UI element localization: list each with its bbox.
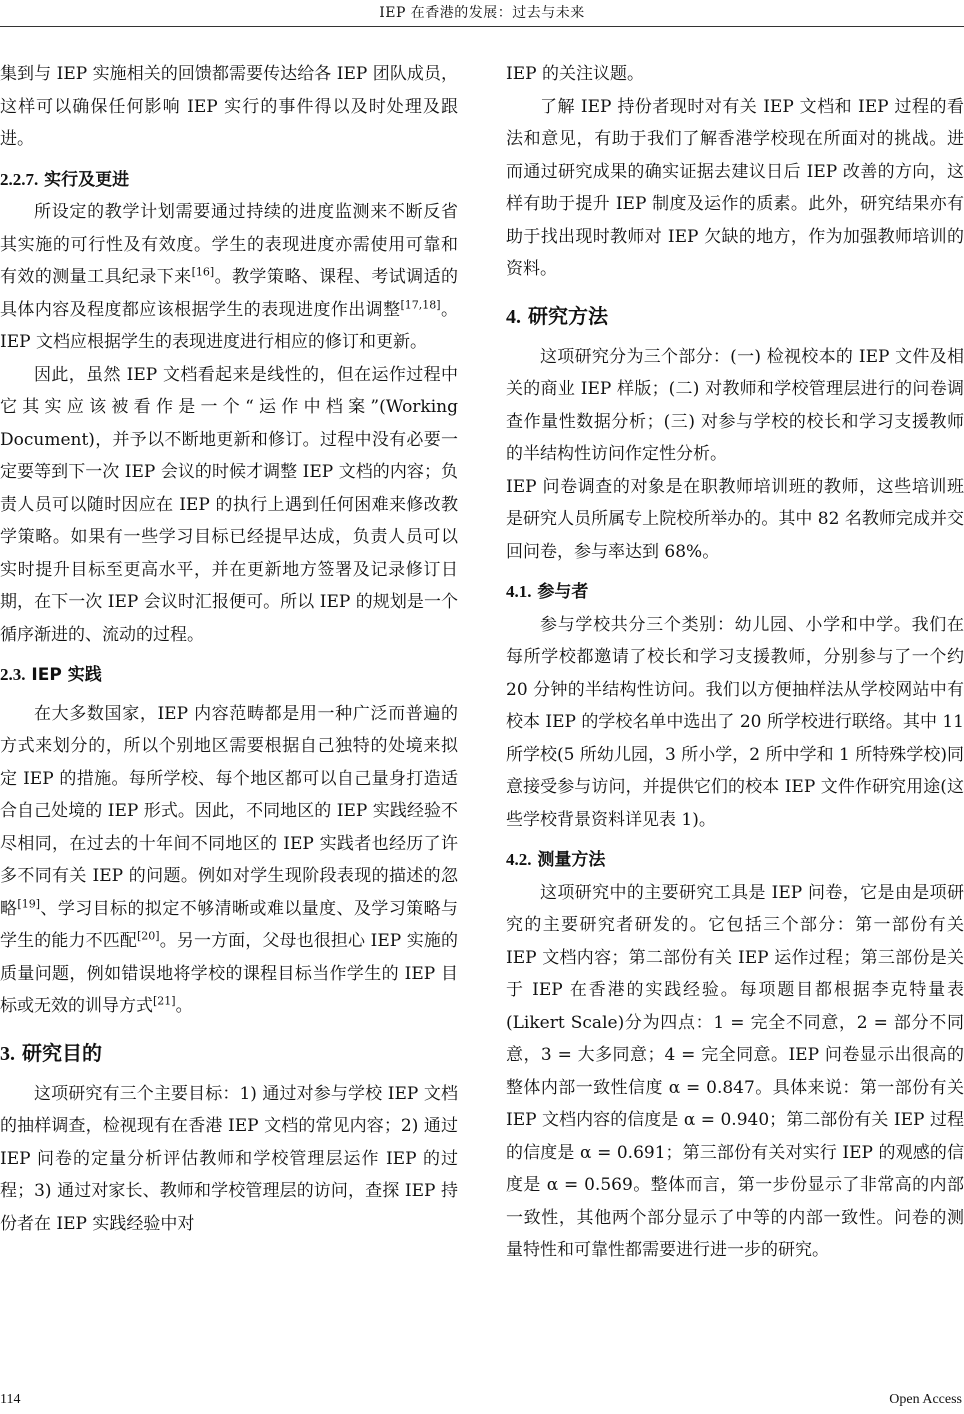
paragraph: 了解 IEP 持份者现时对有关 IEP 文档和 IEP 过程的看法和意见，有助于我们了解香港学校现在所面对的挑战。进而通过研究成果的确实证据去建议日后 IEP 改善的方向，这样有助于提升 IEP 制度及运作的质素。此外，研究结果亦有助于找出现时教师对 IEP 欠缺的地方，作为加强教师培训的资料。 [506,96,964,279]
section-heading-2-2-7 [0,164,458,197]
section-title: 研究目的 [21,1040,102,1065]
section-title: 参与者 [537,582,589,602]
header-rule [0,26,964,27]
section-number: 2.2.7. [0,169,39,189]
text-span: 在大多数国家，IEP 内容范畴都是用一种广泛而普遍的方式来划分的，所以个别地区需要根据自己独特的处境来拟定 IEP 的措施。每所学校、每个地区都可以自己量身打造适合自己处境的 IEP 形式。因此，不同地区的 IEP 实践经验不尽相同，在过去的十年间不同地区的 IEP 实践者也经历了许多不同有关 IEP 的问题。例如对学生现阶段表现的描述的忽略 [0,703,458,919]
paragraph: 参与学校共分三个类别：幼儿园、小学和中学。我们在每所学校都邀请了校长和学习支援教师，分别参与了一个约 20 分钟的半结构性访问。我们以方便抽样法从学校网站中有校本 IEP 的学校名单中选出了 20 所学校进行联络。其中 11 所学校(5 所幼儿园，3 所小学，2 所中学和 1 所特殊学校)同意接受参与访问，并提供它们的校本 IEP 文件作研究用途(这些学校背景资料详见表 1)。 [506,614,964,830]
text-span: 。IEP 文档应根据学生的表现进度进行相应的修订和更新。 [0,299,459,352]
section-heading-3 [0,1035,458,1072]
section-number: 4. [506,305,521,328]
text-span: 。教学策略、课程、考试调适的具体内容及程度都应该根据学生的表现进度作出调整 [0,267,459,320]
page-number: 114 [0,1392,21,1407]
citation-ref-17-18: [17,18] [400,297,441,311]
paragraph: 因此，虽然 IEP 文档看起来是线性的，但在运作过程中它其实应该被看作是一个“运作中档案”(Working Document)，并予以不断地更新和修订。过程中没有必要一定要等到下一次 IEP 会议的时候才调整 IEP 文档的内容；负责人员可以随时因应在 IEP 的执行上遇到任何困难来修改教学策略。如果有一些学习目标已经提早达成，负责人员可以实时提升目标至更高水平，并在更新地方签署及记录修订日期，在下一次 IEP 会议时汇报便可。所以 IEP 的规划是一个循序渐进的、流动的过程。 [0,364,458,645]
section-heading-4 [506,298,964,335]
section-title: 研究方法 [527,303,608,328]
section-title: IEP 实践 [31,665,102,685]
paragraph: 集到与 IEP 实施相关的回馈都需要传达给各 IEP 团队成员，这样可以确保任何影响 IEP 实行的事件得以及时处理及跟进。 [0,64,458,149]
paragraph: IEP 问卷调查的对象是在职教师培训班的教师，这些培训班是研究人员所属专上院校所举办的。其中 82 名教师完成并交回问卷，参与率达到 68%。 [506,476,964,562]
right-column [506,58,964,1267]
running-title: IEP 在香港的发展：过去与未来 [379,5,585,21]
section-heading-4-1 [506,576,964,609]
section-heading-2-3 [0,659,458,692]
paragraph [0,196,458,359]
text-span: 。另一方面，父母也很担心 IEP 实施的质量问题，例如错误地将学校的课程目标当作学生的 IEP 目标或无效的训导方式 [0,931,459,1016]
paragraph [0,698,458,1023]
paragraph: IEP 的关注议题。 [506,64,644,84]
citation-ref-16: [16] [191,265,215,279]
citation-ref-19: [19] [17,896,41,910]
paragraph: 这项研究中的主要研究工具是 IEP 问卷，它是由是项研究的主要研究者研发的。它包括三个部分：第一部份有关 IEP 文档内容；第二部份有关 IEP 运作过程；第三部份是关于 IEP 在香港的实践经验。每项题目都根据李克特量表(Likert Scale)分为四点：1 = 完全不同意，2 = 部分不同意，3 = 大多同意；4 = 完全同意。IEP 问卷显示出很高的整体内部一致性信度 α = 0.847。具体来说：第一部份有关 IEP 文档内容的信度是 α = 0.940；第二部份有关 IEP 过程的信度是 α = 0.691；第三部份有关对实行 IEP 的观感的信度是 α = 0.569。整体而言，第一步份显示了非常高的内部一致性，其他两个部分显示了中等的内部一致性。问卷的测量特性和可靠性都需要进行进一步的研究。 [506,882,964,1260]
paragraph: 这项研究分为三个部分：(一) 检视校本的 IEP 文件及相关的商业 IEP 样版；(二) 对教师和学校管理层进行的问卷调查作量性数据分析；(三) 对参与学校的校长和学习支援教师的半结构性访问作定性分析。 [506,346,964,464]
section-title: 测量方法 [537,850,606,870]
section-title: 实行及更进 [44,169,130,190]
text-span: 所设定的教学计划需要通过持续的进度监测来不断反省其实施的可行性及有效度。学生的表现进度亦需使用可靠和有效的测量工具纪录下来 [0,202,458,287]
section-heading-4-2 [506,844,964,877]
section-number: 2.3. [0,665,26,684]
section-number: 3. [0,1042,15,1065]
section-number: 4.2. [506,850,532,869]
paragraph: 这项研究有三个主要目标：1) 通过对参与学校 IEP 文档的抽样调查，检视现有在香港 IEP 文档的常见内容；2) 通过 IEP 问卷的定量分析评估教师和学校管理层运作 IEP 的过程；3) 通过对家长、教师和学校管理层的访问，查探 IEP 持份者在 IEP 实践经验中对 [0,1083,458,1234]
text-span: 。 [175,996,193,1016]
citation-ref-21: [21] [153,994,176,1008]
citation-ref-20: [20] [136,929,160,943]
section-number: 4.1. [506,582,532,601]
left-column [0,58,458,1240]
text-span: 、学习目标的拟定不够清晰或难以量度、及学习策略与学生的能力不匹配 [0,898,459,951]
publisher-label: Open Access [889,1392,962,1407]
